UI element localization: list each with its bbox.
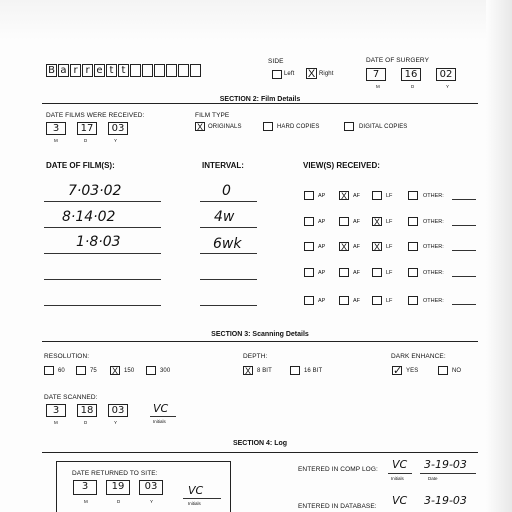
view-ap-label: AP (318, 193, 326, 199)
surgery-date-boxes (366, 68, 457, 81)
name-char-box[interactable]: e (94, 64, 105, 77)
view-af-label: AF (353, 193, 361, 199)
view-other-line (452, 199, 476, 200)
depth-8bit-checkbox[interactable]: X (244, 366, 251, 376)
side-left-checkbox[interactable] (272, 70, 282, 79)
surgery-year-box[interactable]: 02 (436, 68, 456, 81)
surgery-d-label: D (411, 84, 415, 89)
view-other-line (452, 225, 476, 226)
film-type-hard-copies-label: HARD COPIES (277, 124, 320, 130)
section4-rule (42, 452, 478, 453)
name-char-box[interactable] (190, 64, 201, 77)
section2-title: SECTION 2: Film Details (219, 96, 301, 103)
name-char-box[interactable] (130, 64, 141, 77)
scanned-d-label: D (84, 420, 88, 425)
returned-d-label: D (117, 499, 121, 504)
view-lf-label: LF (386, 219, 393, 225)
comp-log-initials[interactable]: VC (392, 458, 408, 471)
database-label: ENTERED IN DATABASE: (298, 503, 377, 510)
scanned-initials-value[interactable]: VC (153, 402, 169, 415)
comp-log-initials-line (388, 473, 412, 474)
surgery-month-box[interactable]: 7 (366, 68, 386, 81)
scanned-initials-line (150, 416, 176, 417)
received-day-box[interactable]: 17 (77, 122, 97, 135)
view-other-line (452, 276, 476, 277)
side-label: SIDE (268, 58, 284, 65)
film-date-line (44, 253, 161, 254)
view-lf-label: LF (386, 193, 393, 199)
depth-16bit-checkbox[interactable] (290, 366, 300, 375)
scanned-year-box[interactable]: 03 (108, 404, 128, 417)
received-y-label: Y (114, 138, 118, 143)
view-af-checkbox[interactable]: X (340, 191, 347, 201)
view-ap-label: AP (318, 298, 326, 304)
name-char-box[interactable]: t (106, 64, 117, 77)
dark-enhance-no-checkbox[interactable] (438, 366, 448, 375)
film-date-line (44, 279, 161, 280)
returned-year-box[interactable]: 03 (139, 480, 163, 495)
top-edge-shadow (0, 0, 512, 40)
comp-log-date-line (420, 473, 476, 474)
returned-day-box[interactable]: 19 (106, 480, 130, 495)
section3-title: SECTION 3: Scanning Details (211, 331, 309, 338)
date-of-films-header: DATE OF FILM(S): (46, 161, 115, 170)
view-other-label: OTHER: (423, 298, 444, 304)
name-char-box[interactable] (154, 64, 165, 77)
resolution-300-checkbox[interactable] (146, 366, 156, 375)
view-other-checkbox[interactable] (408, 217, 418, 226)
view-other-label: OTHER: (423, 244, 444, 250)
view-lf-label: LF (386, 298, 393, 304)
name-char-box[interactable]: r (82, 64, 93, 77)
comp-log-date[interactable]: 3-19-03 (424, 458, 467, 471)
resolution-150-checkbox[interactable]: X (111, 366, 118, 376)
views-received-header: VIEW(S) RECEIVED: (303, 161, 380, 170)
films-received-boxes (46, 122, 129, 135)
film-type-originals-label: ORIGINALS (208, 124, 242, 130)
view-other-checkbox[interactable] (408, 296, 418, 305)
resolution-300-label: 300 (160, 368, 171, 374)
view-lf-checkbox[interactable] (372, 191, 382, 200)
view-lf-label: LF (386, 270, 393, 276)
resolution-150-label: 150 (124, 368, 135, 374)
returned-month-box[interactable]: 3 (73, 480, 97, 495)
dark-enhance-yes-checkbox[interactable]: ✓ (393, 365, 403, 377)
view-ap-checkbox[interactable] (304, 217, 314, 226)
view-other-line (452, 250, 476, 251)
returned-m-label: M (84, 499, 88, 504)
resolution-60-checkbox[interactable] (44, 366, 54, 375)
interval-line (200, 253, 257, 254)
name-char-box[interactable]: t (118, 64, 129, 77)
date-scanned-boxes (46, 404, 129, 417)
name-char-box[interactable] (178, 64, 189, 77)
resolution-label: RESOLUTION: (44, 353, 90, 360)
scanned-y-label: Y (114, 420, 118, 425)
interval-line (200, 305, 257, 306)
returned-initials-label: Initials (188, 501, 201, 506)
scanned-m-label: M (54, 420, 58, 425)
interval-value[interactable]: 4w (214, 209, 235, 225)
name-char-box[interactable]: B (46, 64, 57, 77)
view-af-checkbox[interactable]: X (340, 242, 347, 252)
resolution-60-label: 60 (58, 368, 65, 374)
section3-rule (42, 341, 478, 342)
view-other-line (452, 304, 476, 305)
returned-y-label: Y (150, 499, 154, 504)
interval-line (200, 279, 257, 280)
date-returned-label: DATE RETURNED TO SITE: (72, 470, 158, 477)
dark-enhance-no-label: NO (452, 368, 462, 374)
films-received-label: DATE FILMS WERE RECEIVED: (46, 112, 145, 119)
view-ap-checkbox[interactable] (304, 242, 314, 251)
surgery-y-label: Y (446, 84, 450, 89)
name-char-box[interactable]: r (70, 64, 81, 77)
patient-name-boxes (46, 64, 202, 77)
view-lf-label: LF (386, 244, 393, 250)
received-d-label: D (84, 138, 88, 143)
dark-enhance-label: DARK ENHANCE: (391, 353, 446, 360)
film-type-digital-copies-checkbox[interactable] (344, 122, 354, 131)
side-right-checkbox[interactable]: X (307, 68, 316, 80)
received-m-label: M (54, 138, 58, 143)
view-other-checkbox[interactable] (408, 191, 418, 200)
side-right-label: Right (319, 71, 334, 77)
view-ap-label: AP (318, 270, 326, 276)
view-af-checkbox[interactable] (339, 296, 349, 305)
view-lf-checkbox[interactable] (372, 296, 382, 305)
name-char-box[interactable] (142, 64, 153, 77)
view-ap-checkbox[interactable] (304, 268, 314, 277)
date-returned-boxes (73, 480, 164, 495)
surgery-date-label: DATE OF SURGERY (366, 57, 430, 64)
scanned-day-box[interactable]: 18 (77, 404, 97, 417)
right-edge-shadow (486, 0, 512, 512)
view-other-label: OTHER: (423, 219, 444, 225)
interval-value[interactable]: 0 (222, 183, 231, 199)
interval-header: INTERVAL: (202, 161, 244, 170)
view-other-checkbox[interactable] (408, 242, 418, 251)
view-af-label: AF (353, 244, 361, 250)
view-lf-checkbox[interactable]: X (373, 242, 380, 252)
view-lf-checkbox[interactable]: X (373, 217, 380, 227)
view-ap-checkbox[interactable] (304, 296, 314, 305)
resolution-75-checkbox[interactable] (76, 366, 86, 375)
film-type-originals-checkbox[interactable]: X (196, 122, 203, 132)
view-af-label: AF (353, 270, 361, 276)
view-ap-label: AP (318, 219, 326, 225)
resolution-75-label: 75 (90, 368, 97, 374)
surgery-day-box[interactable]: 16 (401, 68, 421, 81)
depth-8bit-label: 8 BIT (257, 368, 272, 374)
view-af-label: AF (353, 219, 361, 225)
received-month-box[interactable]: 3 (46, 122, 66, 135)
surgery-m-label: M (376, 84, 380, 89)
view-ap-label: AP (318, 244, 326, 250)
interval-value[interactable]: 6wk (213, 236, 242, 252)
section4-title: SECTION 4: Log (232, 440, 288, 447)
interval-line (200, 227, 257, 228)
name-char-box[interactable] (166, 64, 177, 77)
database-date[interactable]: 3-19-03 (424, 494, 467, 507)
film-date-line (44, 227, 161, 228)
film-date-line (44, 305, 161, 306)
film-date-value[interactable]: 8·14·02 (62, 209, 116, 225)
section2-rule (42, 103, 478, 104)
view-other-label: OTHER: (423, 270, 444, 276)
scanned-month-box[interactable]: 3 (46, 404, 66, 417)
view-lf-checkbox[interactable] (372, 268, 382, 277)
interval-line (200, 201, 257, 202)
view-other-label: OTHER: (423, 193, 444, 199)
depth-label: DEPTH: (243, 353, 268, 360)
comp-log-label: ENTERED IN COMP LOG: (298, 466, 378, 473)
comp-log-date-label: Date (428, 476, 438, 481)
date-scanned-label: DATE SCANNED: (44, 394, 98, 401)
returned-initials-line (183, 498, 221, 499)
film-date-value[interactable]: 7·03·02 (68, 183, 122, 199)
scanned-initials-label: Initials (153, 419, 166, 424)
depth-16bit-label: 16 BIT (304, 368, 323, 374)
film-type-hard-copies-checkbox[interactable] (263, 122, 273, 131)
name-char-box[interactable]: a (58, 64, 69, 77)
side-left-label: Left (284, 71, 295, 77)
film-date-line (44, 201, 161, 202)
dark-enhance-yes-label: YES (406, 368, 419, 374)
view-af-label: AF (353, 298, 361, 304)
database-initials[interactable]: VC (392, 494, 408, 507)
view-other-checkbox[interactable] (408, 268, 418, 277)
received-year-box[interactable]: 03 (108, 122, 128, 135)
film-type-label: FILM TYPE (195, 112, 230, 119)
view-ap-checkbox[interactable] (304, 191, 314, 200)
film-type-digital-copies-label: DIGITAL COPIES (359, 124, 408, 130)
comp-log-initials-label: Initials (391, 476, 404, 481)
view-af-checkbox[interactable] (339, 217, 349, 226)
film-date-value[interactable]: 1·8·03 (76, 234, 121, 250)
view-af-checkbox[interactable] (339, 268, 349, 277)
returned-initials-value[interactable]: VC (188, 484, 204, 497)
